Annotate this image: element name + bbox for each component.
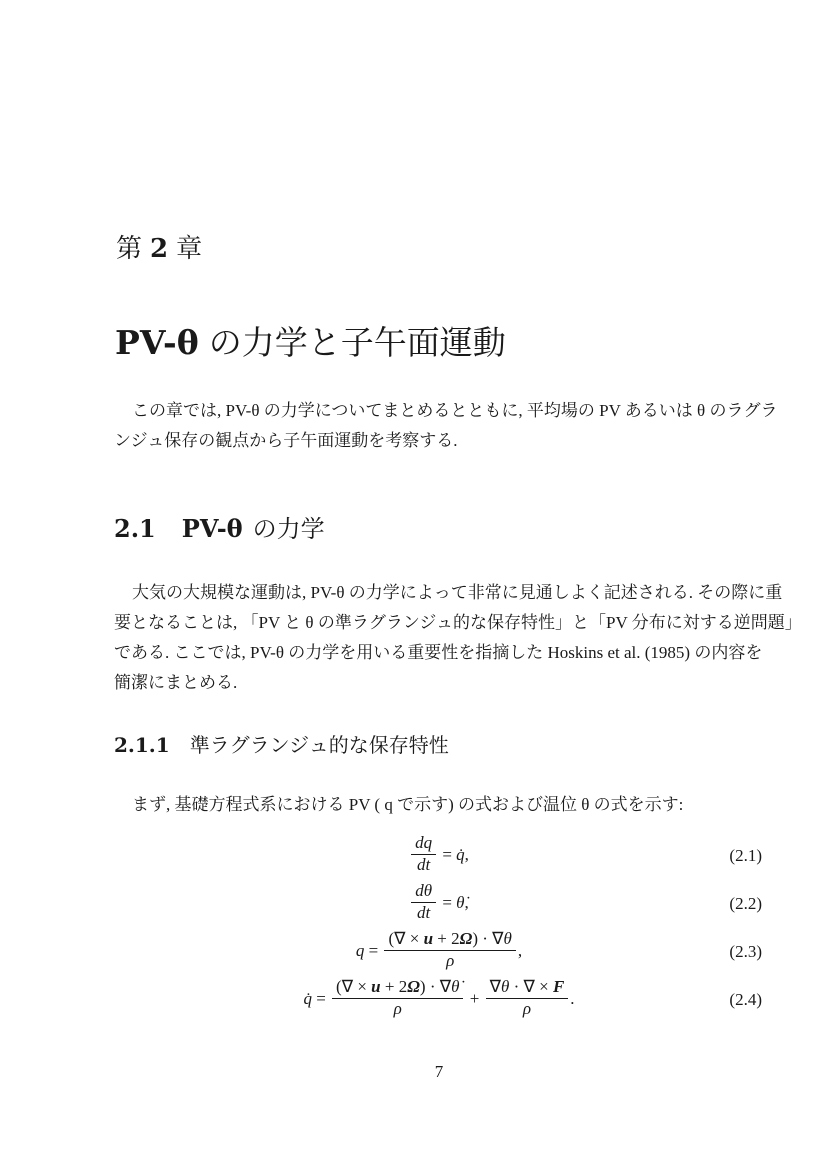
math-token: ,: [464, 892, 469, 912]
chapter-title-jp: の力学と子午面運動: [208, 324, 506, 361]
math-token: (∇ ×: [388, 929, 424, 949]
math-token: ,: [464, 844, 469, 864]
math-token: θ: [500, 977, 510, 997]
section-paragraph: [114, 578, 802, 698]
text-line: 簡潔にまとめる.: [114, 673, 238, 692]
equation-row: [114, 976, 764, 1024]
fraction: [486, 977, 569, 1019]
math-token: =: [438, 844, 457, 864]
equation-number: (2.2): [729, 894, 762, 913]
equation: [409, 883, 469, 925]
fraction-denominator: [411, 902, 436, 923]
subsection-heading: [114, 729, 449, 758]
math-token: · ∇ ×: [509, 977, 553, 997]
fraction-denominator: [332, 998, 463, 1019]
math-token: + 2: [433, 929, 460, 949]
chapter-title: [115, 322, 506, 365]
chapter-title-latin: PV-θ: [115, 323, 199, 362]
math-token: ρ: [446, 950, 455, 970]
fraction-numerator: [486, 977, 569, 997]
subsection-title: 準ラグランジュ的な保存特性: [189, 735, 449, 757]
fraction-denominator: [384, 950, 515, 971]
chapter-heading: [116, 233, 203, 265]
equation: [409, 835, 469, 877]
math-token: =: [311, 988, 331, 1008]
section-number: 2.1: [114, 514, 156, 543]
math-token: dt: [417, 902, 431, 922]
equation-number: (2.1): [729, 846, 762, 865]
fraction-numerator: [332, 977, 463, 997]
math-token: ) · ∇: [472, 929, 504, 949]
math-token: θ̇: [451, 977, 460, 997]
math-token: dt: [416, 854, 431, 874]
math-token: ρ: [522, 998, 532, 1018]
math-token: dθ: [415, 881, 433, 901]
text-line: ンジュ保存の観点から子午面運動を考察する.: [114, 431, 458, 450]
fraction-numerator: [411, 833, 436, 853]
math-token: ∇: [489, 977, 501, 997]
math-token: .: [570, 988, 575, 1008]
fraction: [384, 929, 515, 971]
subsection-number: 2.1.1: [114, 733, 170, 757]
intro-paragraph: [114, 396, 778, 456]
chapter-suffix: 章: [176, 234, 204, 263]
text-line: まず, 基礎方程式系における PV ( q で示す) の式および温位 θ の式を示す:: [132, 795, 684, 814]
math-token: F: [552, 977, 565, 997]
section-title-latin: PV-θ: [181, 514, 243, 543]
math-token: +: [465, 988, 484, 1008]
math-token: (∇ ×: [336, 977, 372, 997]
math-token: =: [438, 892, 457, 912]
equation-number: (2.3): [729, 942, 762, 961]
fraction-numerator: [411, 881, 436, 901]
fraction-denominator: [486, 998, 569, 1019]
fraction: [332, 977, 463, 1019]
math-token: u: [371, 977, 381, 997]
equation: [303, 979, 574, 1021]
text-line: 大気の大規模な運動は, PV-θ の力学によって非常に見通しよく記述される. その際に重: [132, 583, 783, 602]
text-line: である. ここでは, PV-θ の力学を用いる重要性を指摘した Hoskins et al. (1985) の内容を: [114, 643, 763, 662]
math-token: θ̇: [456, 892, 465, 912]
fraction: [411, 881, 436, 923]
equation-row: [114, 880, 764, 928]
math-token: q: [355, 940, 365, 960]
equation-row: [114, 928, 764, 976]
math-token: Ω: [459, 929, 473, 949]
math-token: q̇: [303, 988, 312, 1008]
fraction: [411, 833, 436, 875]
page-number: 7: [434, 1062, 444, 1081]
math-token: dq: [415, 833, 433, 853]
math-token: Ω: [407, 977, 420, 997]
text-line: この章では, PV-θ の力学についてまとめるとともに, 平均場の PV あるいは θ のラグラ: [132, 401, 778, 420]
fraction-numerator: [384, 929, 515, 949]
equation-block: [114, 832, 764, 1024]
equation-intro-paragraph: [114, 790, 764, 820]
math-token: + 2: [380, 977, 408, 997]
math-token: ) · ∇: [419, 977, 452, 997]
equation: [356, 931, 522, 973]
math-token: ρ: [393, 998, 402, 1018]
text-line: 要となることは, 「PV と θ の準ラグランジュ的な保存特性」と「PV 分布に対する逆問題」: [114, 613, 802, 632]
math-token: θ: [503, 929, 512, 949]
equation-number: (2.4): [729, 990, 762, 1009]
section-title-jp: の力学: [252, 516, 325, 543]
fraction-denominator: [411, 854, 436, 875]
chapter-number: 2: [150, 234, 170, 264]
math-token: =: [364, 940, 383, 960]
chapter-prefix: 第: [116, 234, 144, 263]
math-token: q̇: [456, 844, 465, 864]
math-token: ,: [517, 940, 523, 960]
section-heading: [114, 509, 325, 544]
equation-row: [114, 832, 764, 880]
math-token: u: [423, 929, 434, 949]
